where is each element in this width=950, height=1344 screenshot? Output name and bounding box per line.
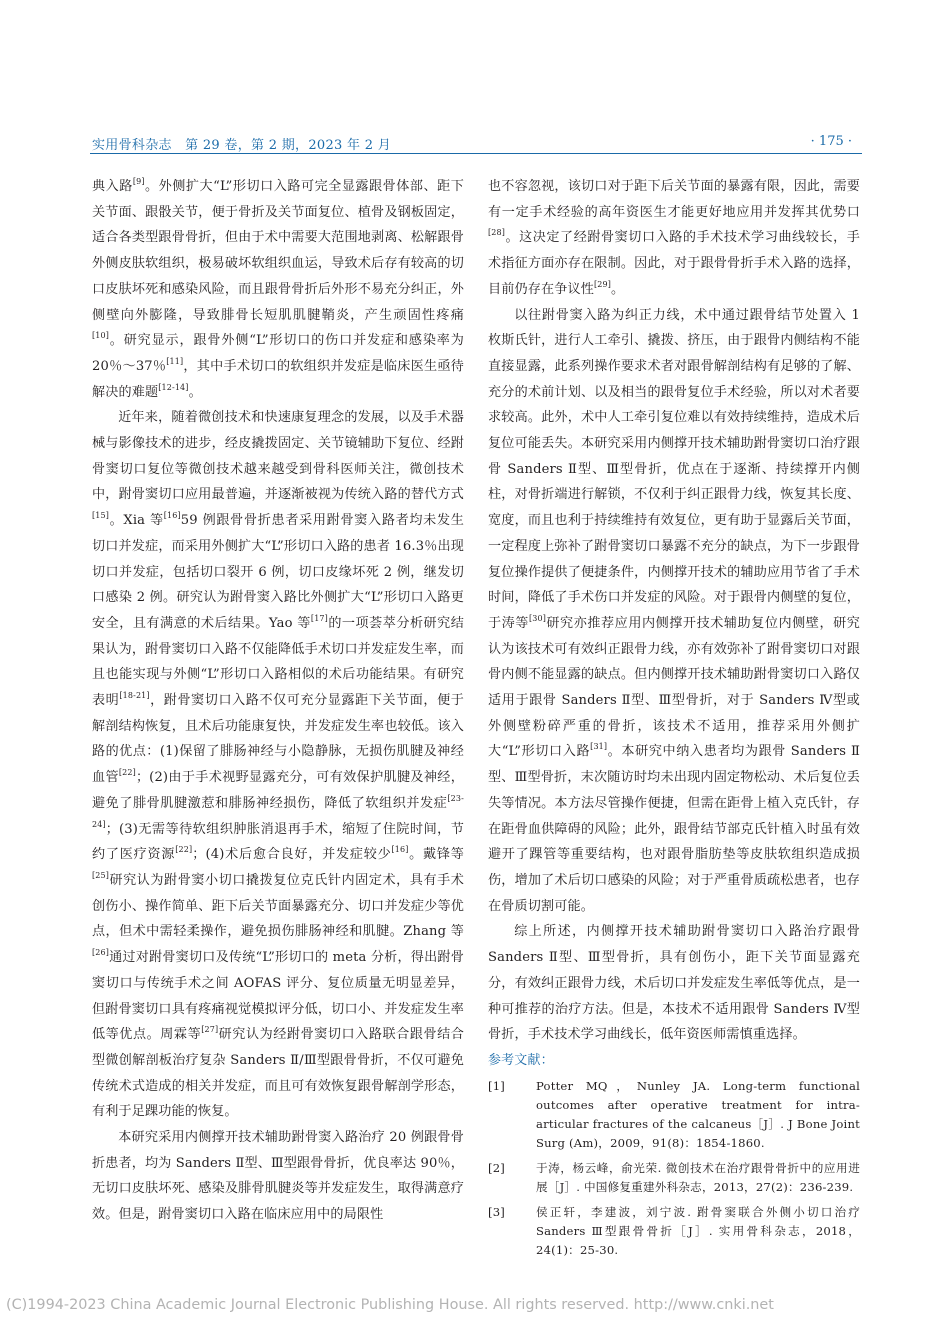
citation: [16] [163, 511, 181, 521]
paragraph [488, 174, 860, 303]
citation: [25] [92, 870, 110, 880]
copyright-footer: (C)1994-2023 China Academic Journal Electronic Publishing House. All rights reserved. http://www.cnki.net [6, 1297, 774, 1313]
text-run: 。Xia 等 [109, 513, 164, 529]
text-run: 。 [188, 384, 202, 400]
text-run: 以往跗骨窦入路为纠正力线，术中通过跟骨结节处置入 1 枚斯氏针，进行人工牵引、撬拨、挤压，由于跟骨内侧结构不能直接显露，此系列操作要求术者对跟骨解剖结构有足够的了解、充分的术前计划、以及相当的跟骨复位手术经验，所以对术者要求较高。此外，术中人工牵引复位难以有效持续维持，造成术后复位可能丢失。本研究采用内侧撑开技术辅助跗骨窦切口治疗跟骨 Sanders Ⅱ型、Ⅲ型骨折，优点在于逐渐、持续撑开内侧柱，对骨折端进行解锁，不仅利于纠正跟骨力线，恢复其长度、宽度，而且也利于持续维持有效复位，更有助于显露后关节面，一定程度上弥补了跗骨窦切口暴露不充分的缺点，为下一步跟骨复位操作提供了便捷条件，内侧撑开技术的辅助应用节省了手术时间，降低了手术伤口并发症的风险。对于跟骨内侧壁的复位，于涛等 [488, 307, 860, 631]
text-run: 也不容忽视，该切口对于距下后关节面的暴露有限，因此，需要有一定手术经验的高年资医生才能更好地应用并发挥其优势口 [488, 179, 860, 220]
text-run: 。外侧扩大“L”形切口入路可完全显露跟骨体部、距下关节面、跟骰关节，便于骨折及关节面复位、植骨及钢板固定，适合各类型跟骨骨折，但由于术中需要大范围地剥离、松解跟骨外侧皮肤软组织，极易破坏软组织血运，导致术后存有较高的切口皮肤坏死和感染风险，而且跟骨骨折后外形不易充分纠正，外侧壁向外膨隆，导致腓骨长短肌肌腱鞘炎，产生顽固性疼痛 [92, 179, 464, 323]
text-run: 研究认为跗骨窦小切口撬拨复位克氏针内固定术，具有手术创伤小、操作简单、距下后关节面暴露充分、切口并发症少等优点，但术中需轻柔操作，避免损伤腓肠神经和肌腱。Zhang 等 [92, 872, 464, 940]
reference-item [488, 1159, 860, 1197]
citation: [18-21] [119, 691, 150, 701]
references-heading: 参考文献： [488, 1052, 554, 1068]
journal-info: 实用骨科杂志 第 29 卷，第 2 期，2023 年 2 月 [92, 138, 392, 153]
citation: [26] [92, 948, 110, 958]
header-rule [90, 153, 862, 154]
reference-number: [2] [488, 1160, 506, 1175]
text-run: 典入路 [92, 179, 133, 194]
running-header [92, 134, 860, 154]
citation: [28] [488, 228, 506, 238]
text-run: 本研究采用内侧撑开技术辅助跗骨窦入路治疗 20 例跟骨骨折患者，均为 Sanders Ⅱ型、Ⅲ型跟骨骨折，优良率达 90％，无切口皮肤坏死、感染及腓骨肌腱炎等并发症发生，取得满意疗效。但是，跗骨窦切口入路在临床应用中的局限性 [92, 1130, 464, 1223]
text-run: 。 [610, 281, 625, 297]
text-run: ，其中手术切口的软组织并发症是临床医生亟待解决的难题 [92, 358, 465, 400]
citation: [29] [593, 279, 611, 289]
text-run: 综上所述，内侧撑开技术辅助跗骨窦切口入路治疗跟骨 Sanders Ⅱ型、Ⅲ型骨折，具有创伤小，距下关节面显露充分，有效纠正跟骨力线，术后切口并发症发生率低等优点，是一种可推荐的治疗方法。但是，本技术不适用跟骨 Sanders Ⅳ型骨折，手术技术学习曲线长，低年资医师需慎重选择。 [488, 924, 860, 1043]
reference-text: 于涛，杨云峰，俞光荣. 微创技术在治疗跟骨骨折中的应用进展［J］. 中国修复重建外科杂志，2013，27(2)：236-239. [536, 1160, 860, 1194]
text-run: 研究认为经跗骨窦切口入路联合跟骨结合型微创解剖板治疗复杂 Sanders Ⅱ/Ⅲ型跟骨骨折，不仅可避免传统术式造成的相关并发症，而且可有效恢复跟骨解剖学形态，有利于足踝功能的恢复。 [92, 1027, 464, 1120]
text-run: 通过对跗骨窦切口及传统“L”形切口的 meta 分析，得出跗骨窦切口与传统手术之间 AOFAS 评分、复位质量无明显差异，但跗骨窦切口具有疼痛视觉模拟评分低，切口小、并发症发生率低等优点。周霖等 [92, 950, 464, 1043]
citation: [23-24] [92, 793, 464, 829]
reference-list [488, 1077, 860, 1260]
citation: [31] [590, 742, 608, 752]
text-run: 。本研究中纳入患者均为跟骨 Sanders Ⅱ型、Ⅲ型骨折，末次随访时均未出现内固定物松动、术后复位丢失等情况。本方法尽管操作便捷，但需在距骨上植入克氏针，存在距骨血供障碍的风险；此外，跟骨结节部克氏针植入时虽有效避开了踝管等重要结构，也对跟骨脂肪垫等皮肤软组织造成损伤，增加了术后切口感染的风险；对于严重骨质疏松患者，也存在骨质切割可能。 [488, 744, 860, 914]
text-run: ；(4)术后愈合良好，并发症较少 [192, 847, 392, 863]
text-run: 59 例跟骨骨折患者采用跗骨窦入路者均未发生切口并发症，而采用外侧扩大“L”形切口入路的患者 16.3％出现切口并发症，包括切口裂开 6 例，切口皮缘坏死 2 例，继发切口感染 2 例。研究认为跗骨窦入路比外侧扩大“L”形切口入路更安全，且有满意的术后结果。Yao 等 [92, 513, 464, 631]
reference-item [488, 1203, 860, 1260]
citation: [27] [201, 1025, 219, 1035]
left-column [92, 174, 464, 1228]
page-number: · 175 · [810, 134, 852, 149]
text-run: 。戴锋等 [408, 847, 464, 863]
text-run: 近年来，随着微创技术和快速康复理念的发展，以及手术器械与影像技术的进步，经皮撬拨固定、关节镜辅助下复位、经跗骨窦切口复位等微创技术越来越受到骨科医师关注，微创技术中，跗骨窦切口应用最普遍，并逐渐被视为传统入路的替代方式 [92, 410, 464, 503]
reference-item [488, 1077, 860, 1153]
paragraph [92, 174, 464, 405]
citation: [22] [175, 845, 193, 855]
citation: [12-14] [158, 382, 189, 392]
text-run: ；(3)无需等待软组织肿胀消退再手术，缩短了住院时间，节约了医疗资源 [92, 821, 464, 863]
citation: [10] [92, 331, 110, 341]
paragraph [92, 405, 464, 1125]
text-run: ，跗骨窦切口入路不仅可充分显露距下关节面，便于解剖结构恢复，且术后功能康复快，并发症发生率也较低。该入路的优点：(1)保留了腓肠神经与小隐静脉，无损伤肌腱及神经血管 [92, 693, 464, 786]
right-column [488, 174, 860, 1266]
citation: [16] [391, 845, 409, 855]
paragraph [92, 1125, 464, 1228]
citation: [9] [132, 177, 145, 186]
reference-text: Potter MQ，Nunley JA. Long-term functional outcomes after operative treatment for intra-articular fractures of the calcaneus［J］. J Bone Joint Surg (Am)，2009，91(8)：1854-1860. [536, 1078, 860, 1150]
citation: [15] [92, 511, 110, 521]
reference-number: [3] [488, 1204, 506, 1219]
citation: [11] [166, 356, 184, 366]
citation: [17] [310, 613, 328, 623]
paragraph [488, 303, 860, 920]
paragraph [488, 919, 860, 1048]
text-run: ；(2)由于手术视野显露充分，可有效保护肌腱及神经，避免了腓骨肌腱激惹和腓肠神经损伤，降低了软组织并发症 [92, 770, 464, 811]
text-run: 。这决定了经跗骨窦切口入路的手术技术学习曲线较长，手术指征方面亦存在限制。因此，对于跟骨骨折手术入路的选择，目前仍存在争议性 [488, 230, 860, 297]
text-run: 。研究显示，跟骨外侧“L”形切口的伤口并发症和感染率为 20％～37％ [92, 333, 464, 374]
reference-text: 侯正轩，李建波，刘宁波. 跗骨窦联合外侧小切口治疗 Sanders Ⅲ型跟骨骨折［J］. 实用骨科杂志，2018，24(1)：25-30. [536, 1204, 860, 1257]
citation: [22] [118, 768, 136, 778]
citation: [30] [528, 613, 546, 623]
text-run: 的一项荟萃分析研究结果认为，跗骨窦切口入路不仅能降低手术切口并发症发生率，而且也能实现与外侧“L”形切口入路相似的术后功能结果。有研究表明 [92, 615, 465, 709]
text-run: 研究亦推荐应用内侧撑开技术辅助复位内侧壁，研究认为该技术可有效纠正跟骨力线，亦有效弥补了跗骨窦切口对跟骨内侧不能显露的缺点。但内侧撑开技术辅助跗骨窦切口入路仅适用于跟骨 Sanders Ⅱ型、Ⅲ型骨折，对于 Sanders Ⅳ型或外侧壁粉碎严重的骨折，该技术不适用，推荐采用外侧扩大“L”形切口入路 [488, 615, 861, 760]
reference-number: [1] [488, 1078, 506, 1093]
